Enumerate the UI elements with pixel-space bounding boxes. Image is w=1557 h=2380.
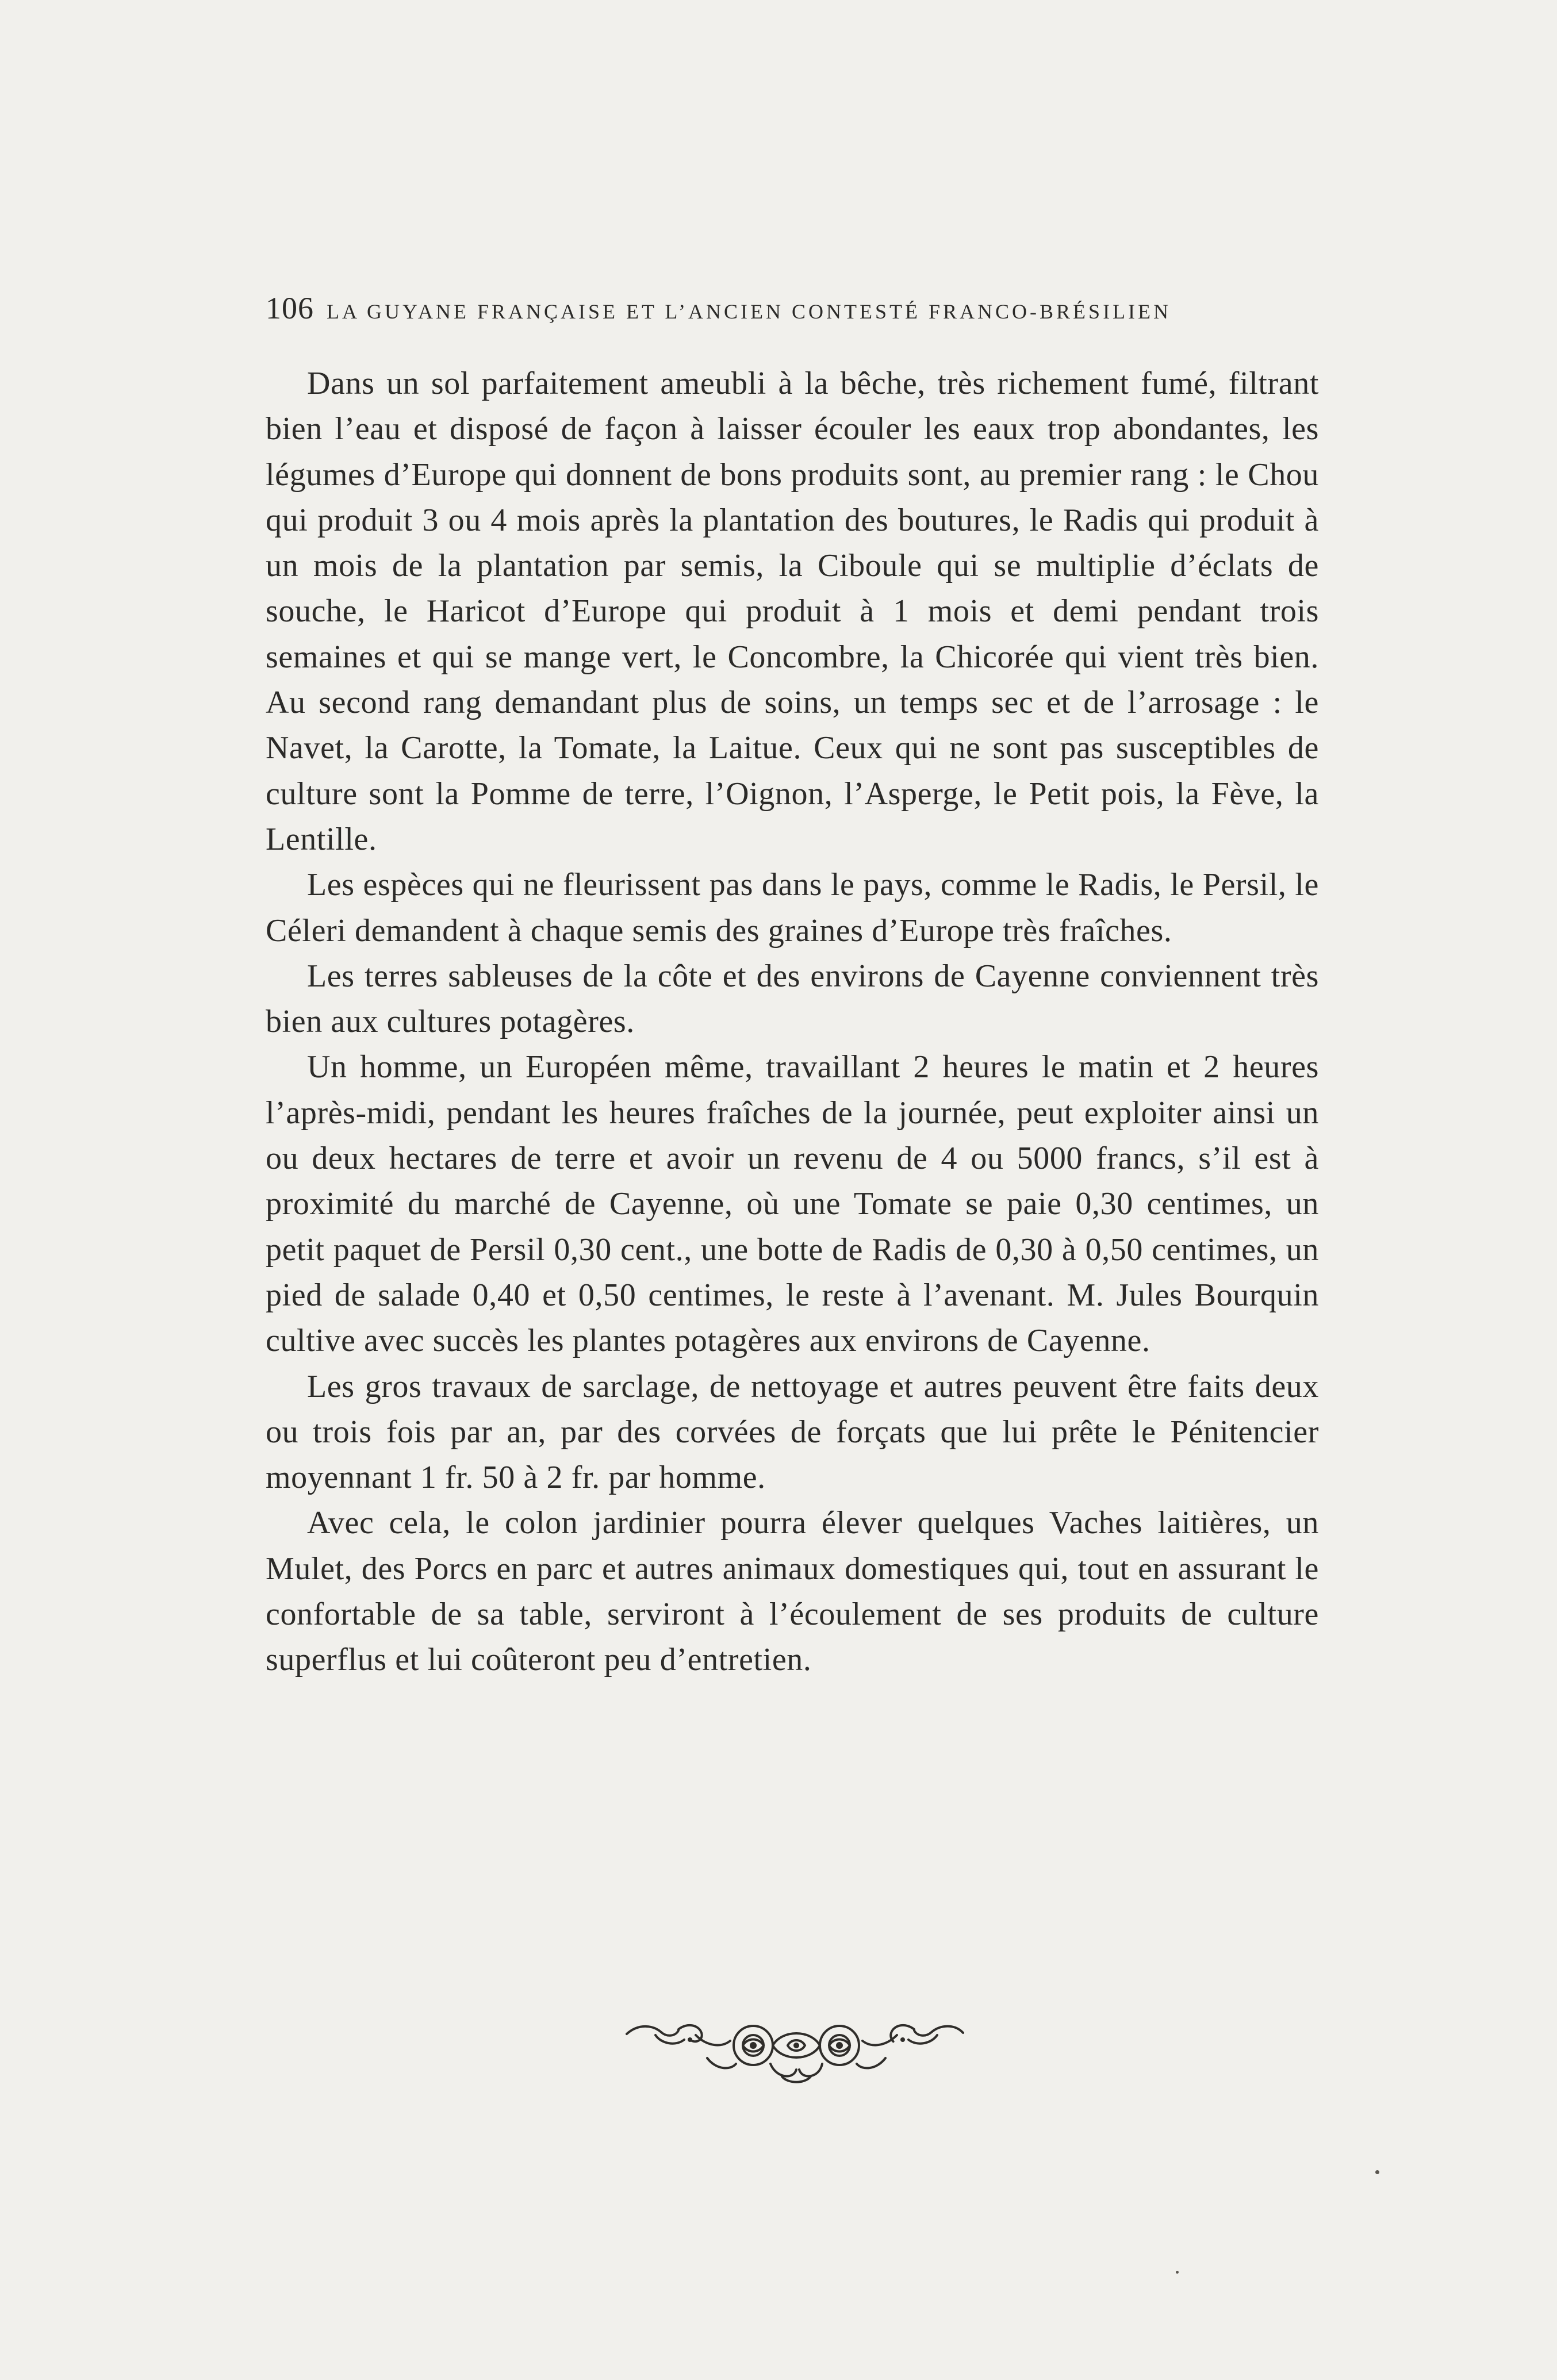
paper-speck [1375, 2170, 1379, 2174]
paper-speck [1176, 2271, 1179, 2274]
paragraph: Un homme, un Européen même, travaillant 2 heures le matin et 2 heures l’après-midi, pendant les heures fraîches de la journée, peut exploiter ainsi un ou deux hectares de terre et avoir un revenu de 4 ou 5000 francs, s’il est à proximité du marché de Cayenne, où une Tomate se paie 0,30 centimes, un petit paquet de Persil 0,30 cent., une botte de Radis de 0,30 à 0,50 centimes, un pied de salade 0,40 et 0,50 centimes, le reste à l’avenant. M. Jules Bourquin cultive avec succès les plantes potagères aux environs de Cayenne. [266, 1049, 1319, 1359]
paragraph: Les espèces qui ne fleurissent pas dans le pays, comme le Radis, le Persil, le Céleri demandent à chaque semis des graines d’Europe très fraîches. [266, 867, 1319, 949]
running-head [266, 290, 1301, 331]
paragraph: Les gros travaux de sarclage, de nettoyage et autres peuvent être faits deux ou trois fois par an, par des corvées de forçats que lui prête le Pénitencier moyennant 1 fr. 50 à 2 fr. par homme. [266, 1368, 1319, 1496]
page-number: 106 [266, 291, 314, 325]
paragraph: Avec cela, le colon jardinier pourra élever quelques Vaches laitières, un Mulet, des Porcs en parc et autres animaux domestiques qui, tout en assurant le confortable de sa table, serviront à l’écoulement de ses produits de culture superflus et lui coûteront peu d’entretien. [266, 1505, 1319, 1678]
running-head-title: LA GUYANE FRANÇAISE ET L’ANCIEN CONTESTÉ FRANCO-BRÉSILIEN [327, 300, 1172, 323]
floral-tailpiece-ornament-icon [621, 2012, 966, 2093]
paragraph: Dans un sol parfaitement ameubli à la bêche, très richement fumé, filtrant bien l’eau et disposé de façon à laisser écouler les eaux trop abondantes, les légumes d’Europe qui donnent de bons produits sont, au premier rang : le Chou qui produit 3 ou 4 mois après la plantation des boutures, le Radis qui produit à un mois de la plantation par semis, la Ciboule qui se multiplie d’éclats de souche, le Haricot d’Europe qui produit à 1 mois et demi pendant trois semaines et qui se mange vert, le Concombre, la Chicorée qui vient très bien. Au second rang demandant plus de soins, un temps sec et de l’arrosage : le Navet, la Carotte, la Tomate, la Laitue. Ceux qui ne sont pas susceptibles de culture sont la Pomme de terre, l’Oignon, l’Asperge, le Petit pois, la Fève, la Lentille. [266, 366, 1319, 857]
body-text [266, 361, 1319, 1683]
paragraph: Les terres sableuses de la côte et des environs de Cayenne conviennent très bien aux cultures potagères. [266, 958, 1319, 1040]
